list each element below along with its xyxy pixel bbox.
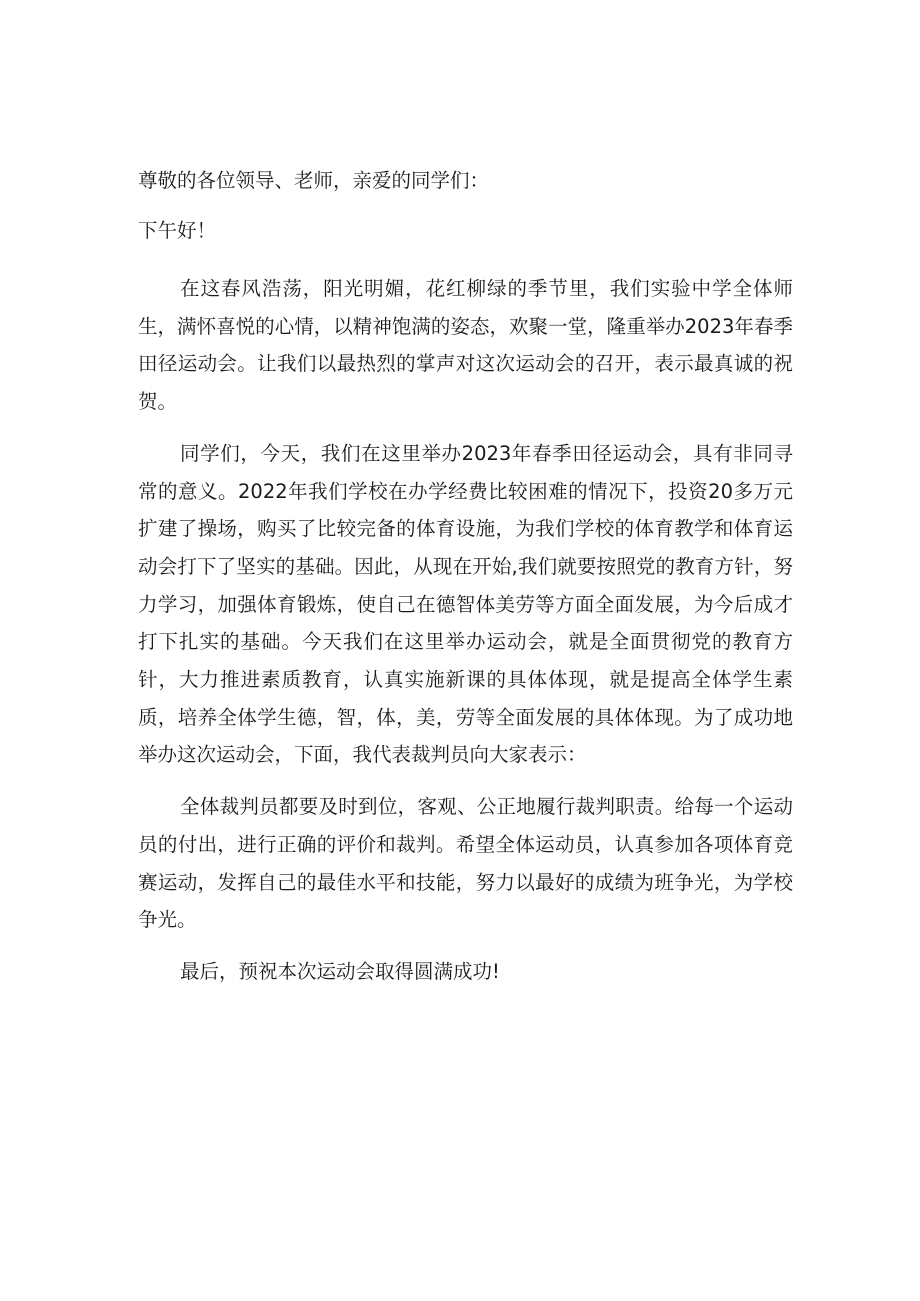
spacer [138,256,793,270]
spacer [138,421,793,435]
greeting-line: 下午好！ [138,219,217,242]
paragraph-opening: 在这春风浩荡，阳光明媚，花红柳绿的季节里，我们实验中学全体师生，满怀喜悦的心情，以精神饱满的姿态，欢聚一堂，隆重举办2023年春季田径运动会。让我们以最热烈的掌声对这次运动会的召开，表示最真诚的祝贺。 [138,277,793,414]
spacer [138,774,793,788]
paragraph-referees: 全体裁判员都要及时到位，客观、公正地履行裁判职责。给每一个运动员的付出，进行正确的评价和裁判。希望全体运动员，认真参加各项体育竞赛运动，发挥自己的最佳水平和技能，努力以最好的成绩为班争光，为学校争光。 [138,795,793,932]
salutation-line: 尊敬的各位领导、老师，亲爱的同学们： [138,169,490,192]
speech-body [138,156,793,991]
spacer [138,939,793,953]
paragraph-significance: 同学们，今天，我们在这里举办2023年春季田径运动会，具有非同寻常的意义。2022年我们学校在办学经费比较困难的情况下，投资20多万元扩建了操场，购买了比较完备的体育设施，为我们学校的体育教学和体育运动会打下了坚实的基础。因此，从现在开始,我们就要按照党的教育方针，努力学习，加强体育锻炼，使自己在德智体美劳等方面全面发展，为今后成才打下扎实的基础。今天我们在这里举办运动会，就是全面贯彻党的教育方针，大力推进素质教育，认真实施新课的具体体现，就是提高全体学生素质，培养全体学生德，智，体，美，劳等全面发展的具体体现。为了成功地举办这次运动会，下面，我代表裁判员向大家表示： [138,441,793,767]
paragraph-closing: 最后，预祝本次运动会取得圆满成功! [180,959,500,983]
